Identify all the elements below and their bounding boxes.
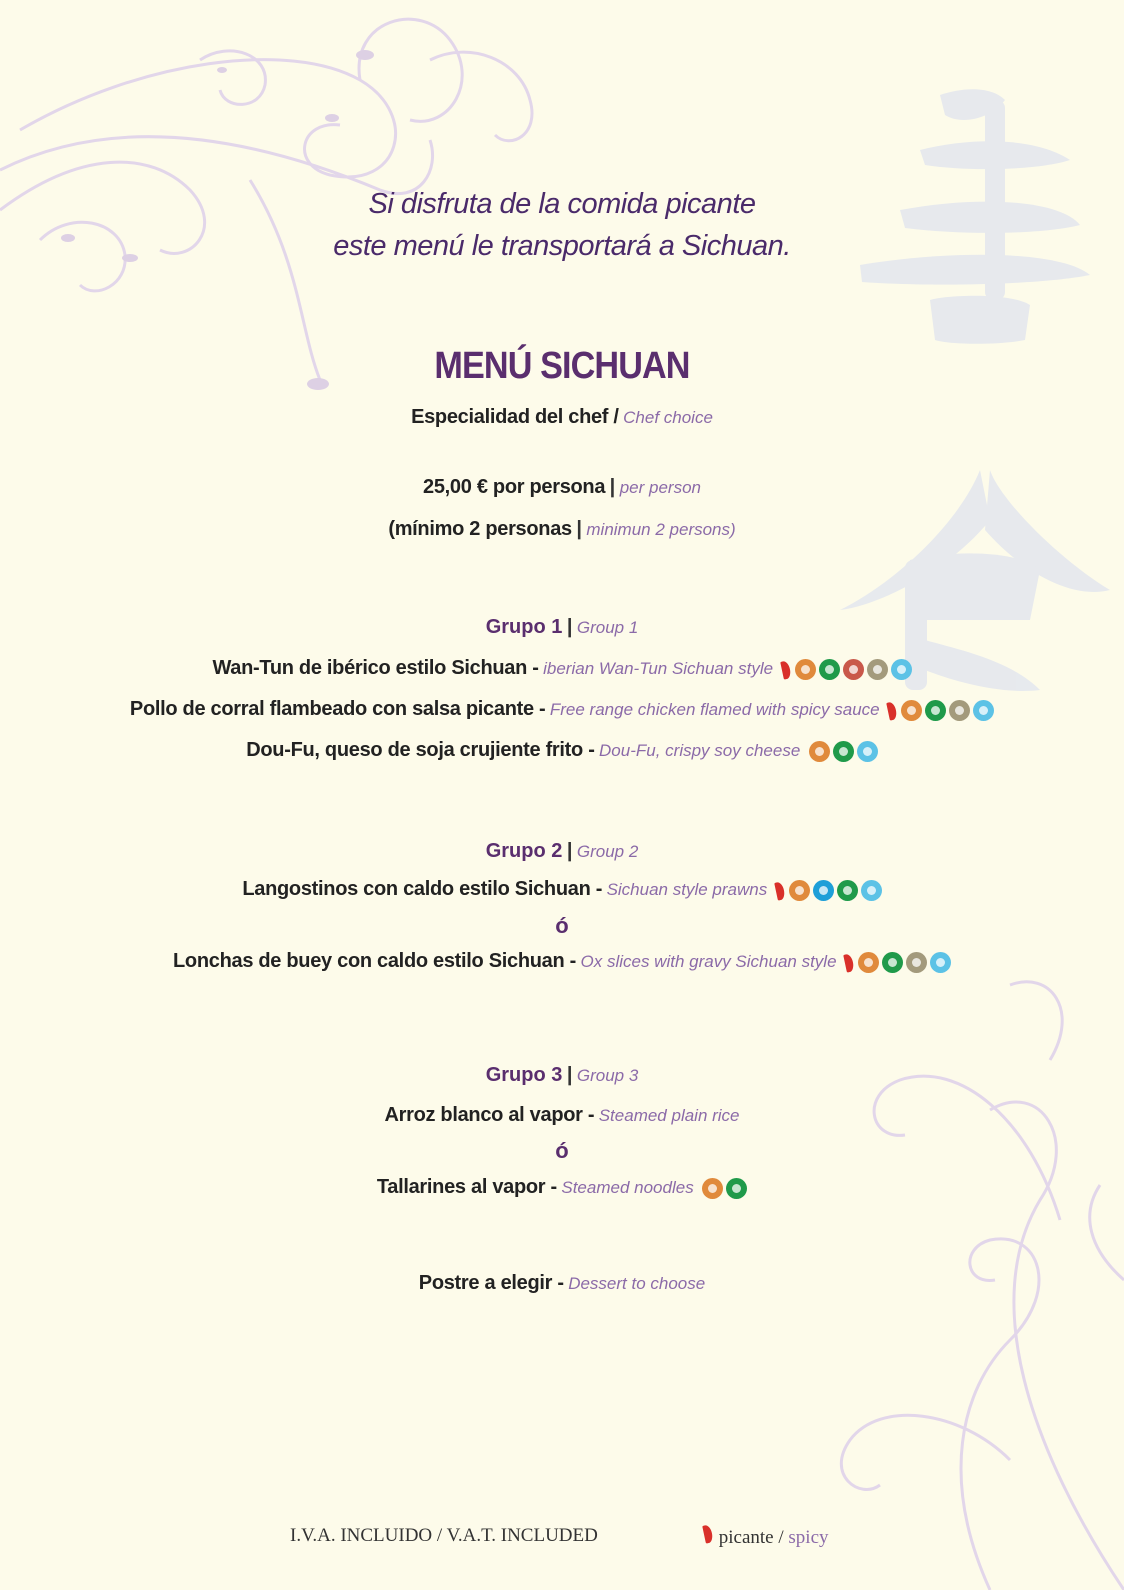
dish-row (0, 950, 1124, 973)
mollusc-icon (930, 952, 951, 973)
group-3-label: Grupo 3 (485, 1064, 563, 1086)
celery-icon (882, 952, 903, 973)
price-separator: | (609, 476, 616, 498)
dish-name: Dou-Fu, queso de soja crujiente frito - (246, 739, 595, 761)
crustacean-icon (813, 880, 834, 901)
intro-line-1: Si disfruta de la comida picante (368, 188, 756, 220)
mollusc-icon (973, 700, 994, 721)
spicy-legend-en: spicy (788, 1527, 829, 1548)
group-1-separator: | (566, 616, 573, 638)
dish-name-en: Steamed noodles (561, 1178, 694, 1197)
gluten-icon (858, 952, 879, 973)
menu-title: MENÚ SICHUAN (434, 345, 690, 387)
celery-icon (833, 741, 854, 762)
mollusc-icon (891, 659, 912, 680)
price-line (0, 476, 1124, 499)
dish-row (0, 878, 1124, 901)
price-es: 25,00 € por persona (423, 476, 606, 498)
spicy-legend (704, 1525, 829, 1549)
minimum-en: minimun 2 persons) (586, 520, 736, 539)
dish-name: Langostinos con caldo estilo Sichuan - (242, 878, 603, 900)
gluten-icon (702, 1178, 723, 1199)
dessert-en: Dessert to choose (568, 1274, 706, 1293)
or-separator-group-3: ó (555, 1138, 569, 1163)
or-separator-group-2: ó (555, 913, 569, 938)
dish-row (0, 1176, 1124, 1199)
chili-icon (843, 953, 855, 972)
dish-row (0, 739, 1124, 762)
gluten-icon (809, 741, 830, 762)
allergen-icons (809, 741, 878, 762)
dish-name-en: Sichuan style prawns (606, 880, 768, 899)
gluten-icon (789, 880, 810, 901)
celery-icon (925, 700, 946, 721)
celery-icon (819, 659, 840, 680)
group-1-heading (0, 616, 1124, 639)
minimum-line (0, 518, 1124, 541)
dish-name: Pollo de corral flambeado con salsa picante - (129, 698, 546, 720)
chili-icon (702, 1524, 714, 1543)
chili-icon (774, 881, 786, 900)
gluten-icon (901, 700, 922, 721)
dish-name: Wan-Tun de ibérico estilo Sichuan - (212, 657, 539, 679)
dish-name-en: iberian Wan-Tun Sichuan style (543, 659, 774, 678)
price-en: per person (619, 478, 701, 497)
celery-icon (837, 880, 858, 901)
mollusc-icon (857, 741, 878, 762)
dish-name-en: Dou-Fu, crispy soy cheese (599, 741, 801, 760)
vat-included-note: I.V.A. INCLUIDO / V.A.T. INCLUDED (290, 1525, 598, 1546)
dessert-line (0, 1272, 1124, 1295)
dish-row (0, 657, 1124, 680)
dessert-es: Postre a elegir - (418, 1272, 564, 1294)
group-1-label: Grupo 1 (485, 616, 563, 638)
dish-name: Tallarines al vapor - (376, 1176, 557, 1198)
chef-en: Chef choice (623, 408, 713, 427)
dish-name-en: Ox slices with gravy Sichuan style (580, 952, 837, 971)
chili-icon (886, 701, 898, 720)
sesame-icon (906, 952, 927, 973)
mollusc-icon (861, 880, 882, 901)
allergen-icons (782, 659, 912, 680)
intro-line-2: este menú le transportará a Sichuan. (333, 230, 791, 262)
group-3-separator: | (566, 1064, 573, 1086)
chef-es: Especialidad del chef / (411, 406, 619, 428)
sesame-icon (949, 700, 970, 721)
allergen-icons (845, 952, 951, 973)
allergen-icons (776, 880, 882, 901)
dish-name: Lonchas de buey con caldo estilo Sichuan - (173, 950, 577, 972)
group-2-heading (0, 840, 1124, 863)
dish-row (0, 1104, 1124, 1127)
dish-name-en: Steamed plain rice (598, 1106, 740, 1125)
group-3-heading (0, 1064, 1124, 1087)
celery-icon (726, 1178, 747, 1199)
chili-icon (780, 660, 792, 679)
minimum-es: (mínimo 2 personas (388, 518, 572, 540)
dish-name-en: Free range chicken flamed with spicy sauce (549, 700, 880, 719)
group-2-separator: | (566, 840, 573, 862)
dish-row (0, 698, 1124, 721)
chef-choice-line (0, 406, 1124, 429)
group-3-label-en: Group 3 (576, 1066, 639, 1085)
group-1-label-en: Group 1 (576, 618, 639, 637)
spicy-legend-es: picante (718, 1527, 774, 1548)
minimum-separator: | (576, 518, 582, 540)
sesame-icon (867, 659, 888, 680)
allergen-icons (702, 1178, 747, 1199)
group-2-label-en: Group 2 (576, 842, 639, 861)
dish-name: Arroz blanco al vapor - (384, 1104, 595, 1126)
allergen-icons (888, 700, 994, 721)
soy-icon (843, 659, 864, 680)
spicy-legend-slash: / (778, 1527, 784, 1548)
group-2-label: Grupo 2 (485, 840, 563, 862)
gluten-icon (795, 659, 816, 680)
